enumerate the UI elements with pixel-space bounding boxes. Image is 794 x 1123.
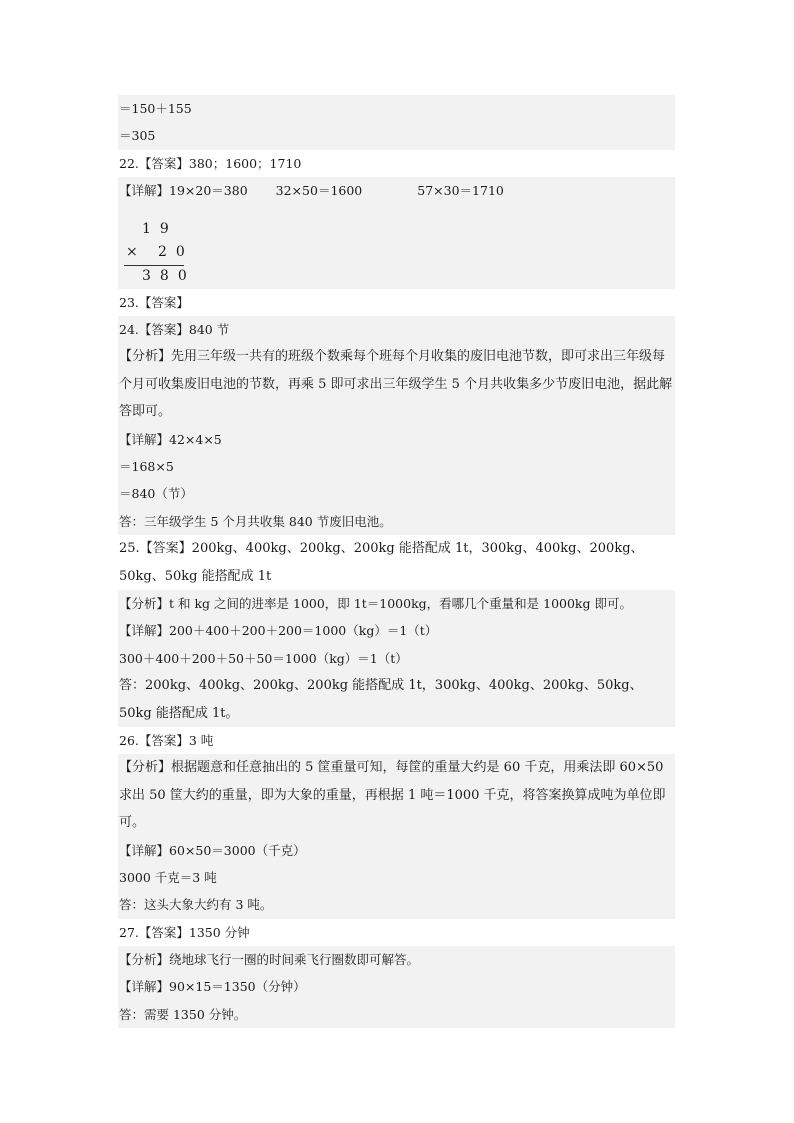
q24-answer: 24.【答案】840 节 <box>118 316 675 343</box>
q26-answer: 26.【答案】3 吨 <box>119 732 214 748</box>
q25-analysis: 【分析】t 和 kg 之间的进率是 1000，即 1t＝1000kg，看哪几个重量和是 1000kg 即可。 <box>118 590 675 617</box>
equation-line: ＝150＋155 <box>118 95 675 122</box>
q25-conclusion: 答：200kg、400kg、200kg、200kg 能搭配成 1t，300kg、400kg、200kg、50kg、50kg 能搭配成 1t。 <box>118 672 675 727</box>
vm-product: 380 <box>142 267 196 284</box>
q27-detail: 【详解】90×15＝1350（分钟） <box>118 973 675 1000</box>
q24-detail: 【详解】42×4×5 <box>118 426 675 453</box>
vm-times-sign: × <box>126 243 147 260</box>
q24-analysis: 【分析】先用三年级一共有的班级个数乘每个班每个月收集的废旧电池节数，即可求出三年级每个月可收集废旧电池的节数，再乘 5 即可求出三年级学生 5 个月共收集多少节废旧电池，据此解答即可。 <box>118 343 675 425</box>
q22-detail-1: 【详解】19×20＝380 <box>119 183 248 199</box>
q27-answer: 27.【答案】1350 分钟 <box>119 924 250 940</box>
q22-answer: 22.【答案】380；1600；1710 <box>119 155 302 171</box>
answer-content <box>118 95 675 1028</box>
vm-multiplicand: 19 <box>142 220 178 237</box>
vertical-multiplication <box>118 205 675 289</box>
q24-step-2: ＝840（节） <box>118 480 675 507</box>
q26-conclusion: 答：这头大象大约有 3 吨。 <box>118 891 675 918</box>
q26-analysis: 【分析】根据题意和任意抽出的 5 筐重量可知，每筐的重量大约是 60 千克，用乘法即 60×50 求出 50 筐大约的重量，即为大象的重量，再根据 1 吨＝1000 千克，将答案换算成吨为单位即可。 <box>118 754 675 836</box>
q27-conclusion: 答：需要 1350 分钟。 <box>118 1001 675 1028</box>
q26-detail: 【详解】60×50＝3000（千克） <box>118 837 675 864</box>
q22-detail-2: 32×50＝1600 <box>275 183 363 199</box>
equation-line: ＝305 <box>118 122 675 149</box>
q25-detail-2: 300＋400＋200＋50＋50＝1000（kg）＝1（t） <box>118 645 675 672</box>
q25-answer: 25.【答案】200kg、400kg、200kg、200kg 能搭配成 1t，300kg、400kg、200kg、50kg、50kg 能搭配成 1t <box>119 541 644 584</box>
q22-detail <box>118 177 675 204</box>
q24-conclusion: 答：三年级学生 5 个月共收集 840 节废旧电池。 <box>118 508 675 535</box>
q22-detail-3: 57×30＝1710 <box>417 183 504 199</box>
vm-multiplier: 20 <box>158 243 194 260</box>
q27-analysis: 【分析】绕地球飞行一圈的时间乘飞行圈数即可解答。 <box>118 946 675 973</box>
q23-answer: 23.【答案】 <box>119 294 189 310</box>
vm-rule <box>124 265 184 266</box>
q24-step-1: ＝168×5 <box>118 453 675 480</box>
q26-step: 3000 千克＝3 吨 <box>118 864 675 891</box>
q25-detail-1: 【详解】200＋400＋200＋200＝1000（kg）＝1（t） <box>118 617 675 644</box>
